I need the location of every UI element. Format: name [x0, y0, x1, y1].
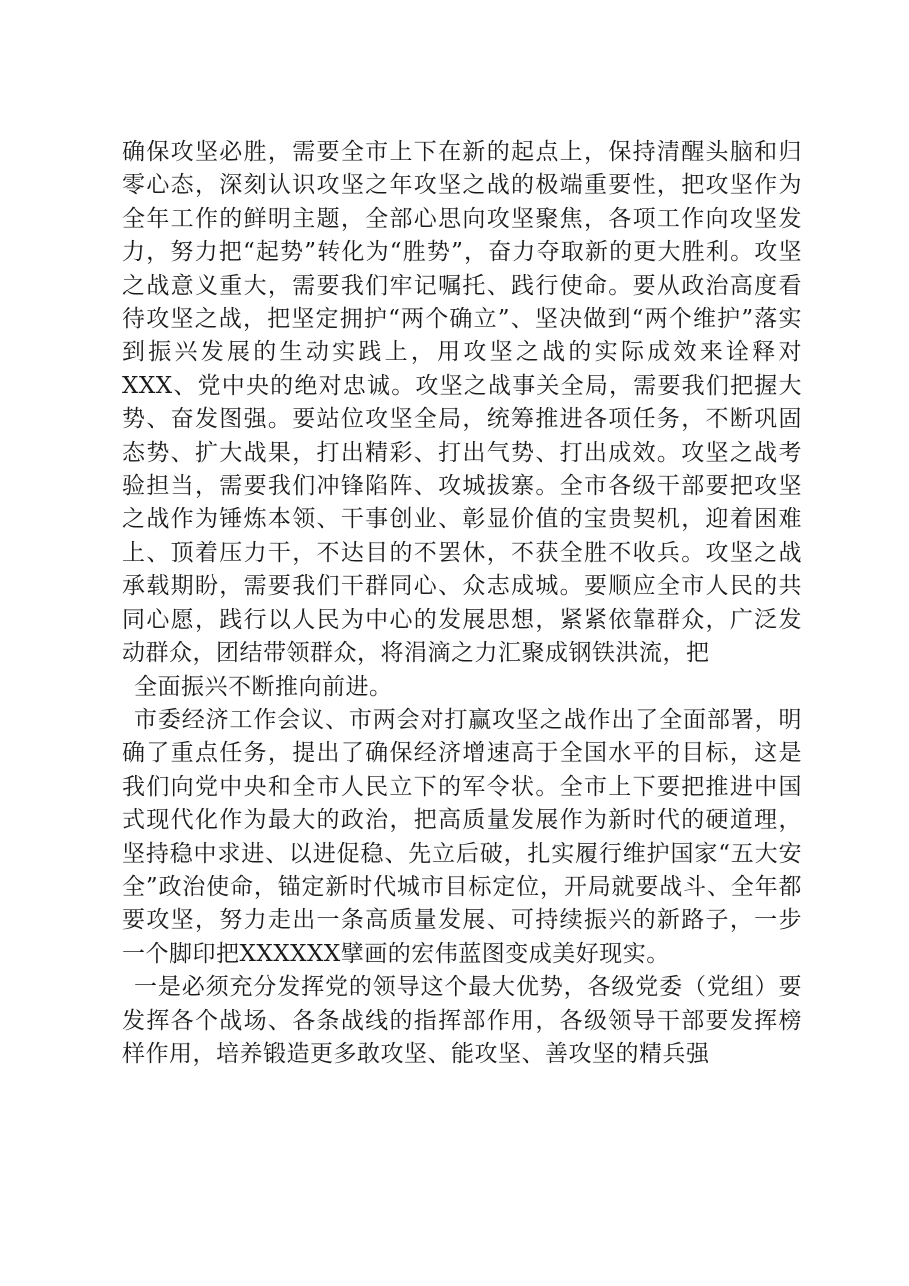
- paragraph-4: 一是必须充分发挥党的领导这个最大优势，各级党委（党组）要发挥各个战场、各条战线的指挥部作用，各级领导干部要发挥榜样作用，培养锻造更多敢攻坚、能攻坚、善攻坚的精兵强: [122, 974, 802, 1067]
- paragraph-1: 确保攻坚必胜，需要全市上下在新的起点上，保持清醒头脑和归零心态，深刻认识攻坚之年攻坚之战的极端重要性，把攻坚作为全年工作的鲜明主题，全部心思向攻坚聚焦，各项工作向攻坚发力，努力把“起势”转化为“胜势”，奋力夺取新的更大胜利。攻坚之战意义重大，需要我们牢记嘱托、践行使命。要从政治高度看待攻坚之战，把坚定拥护“两个确立”、坚决做到“两个维护”落实到振兴发展的生动实践上，用攻坚之战的实际成效来诠释对XXX、党中央的绝对忠诚。攻坚之战事关全局，需要我们把握大势、奋发图强。要站位攻坚全局，统筹推进各项任务，不断巩固态势、扩大战果，打出精彩、打出气势、打出成效。攻坚之战考验担当，需要我们冲锋陷阵、攻城拔寨。全市各级干部要把攻坚之战作为锤炼本领、干事创业、彰显价值的宝贵契机，迎着困难上、顶着压力干，不达目的不罢休，不获全胜不收兵。攻坚之战承载期盼，需要我们干群同心、众志成城。要顺应全市人民的共同心愿，践行以人民为中心的发展思想，紧紧依靠群众，广泛发动群众，团结带领群众，将涓滴之力汇聚成钢铁洪流，把: [122, 139, 802, 667]
- document-body: [122, 136, 802, 1071]
- paragraph-3: 市委经济工作会议、市两会对打赢攻坚之战作出了全面部署，明确了重点任务，提出了确保经济增速高于全国水平的目标，这是我们向党中央和全市人民立下的军令状。全市上下要把推进中国式现代化作为最大的政治，把高质量发展作为新时代的硬道理，坚持稳中求进、以进促稳、先立后破，扎实履行维护国家“五大安全”政治使命，锚定新时代城市目标定位，开局就要战斗、全年都要攻坚，努力走出一条高质量发展、可持续振兴的新路子，一步一个脚印把XXXXXX擘画的宏伟蓝图变成美好现实。: [122, 706, 802, 967]
- paragraph-2: 全面振兴不断推向前进。: [134, 673, 393, 700]
